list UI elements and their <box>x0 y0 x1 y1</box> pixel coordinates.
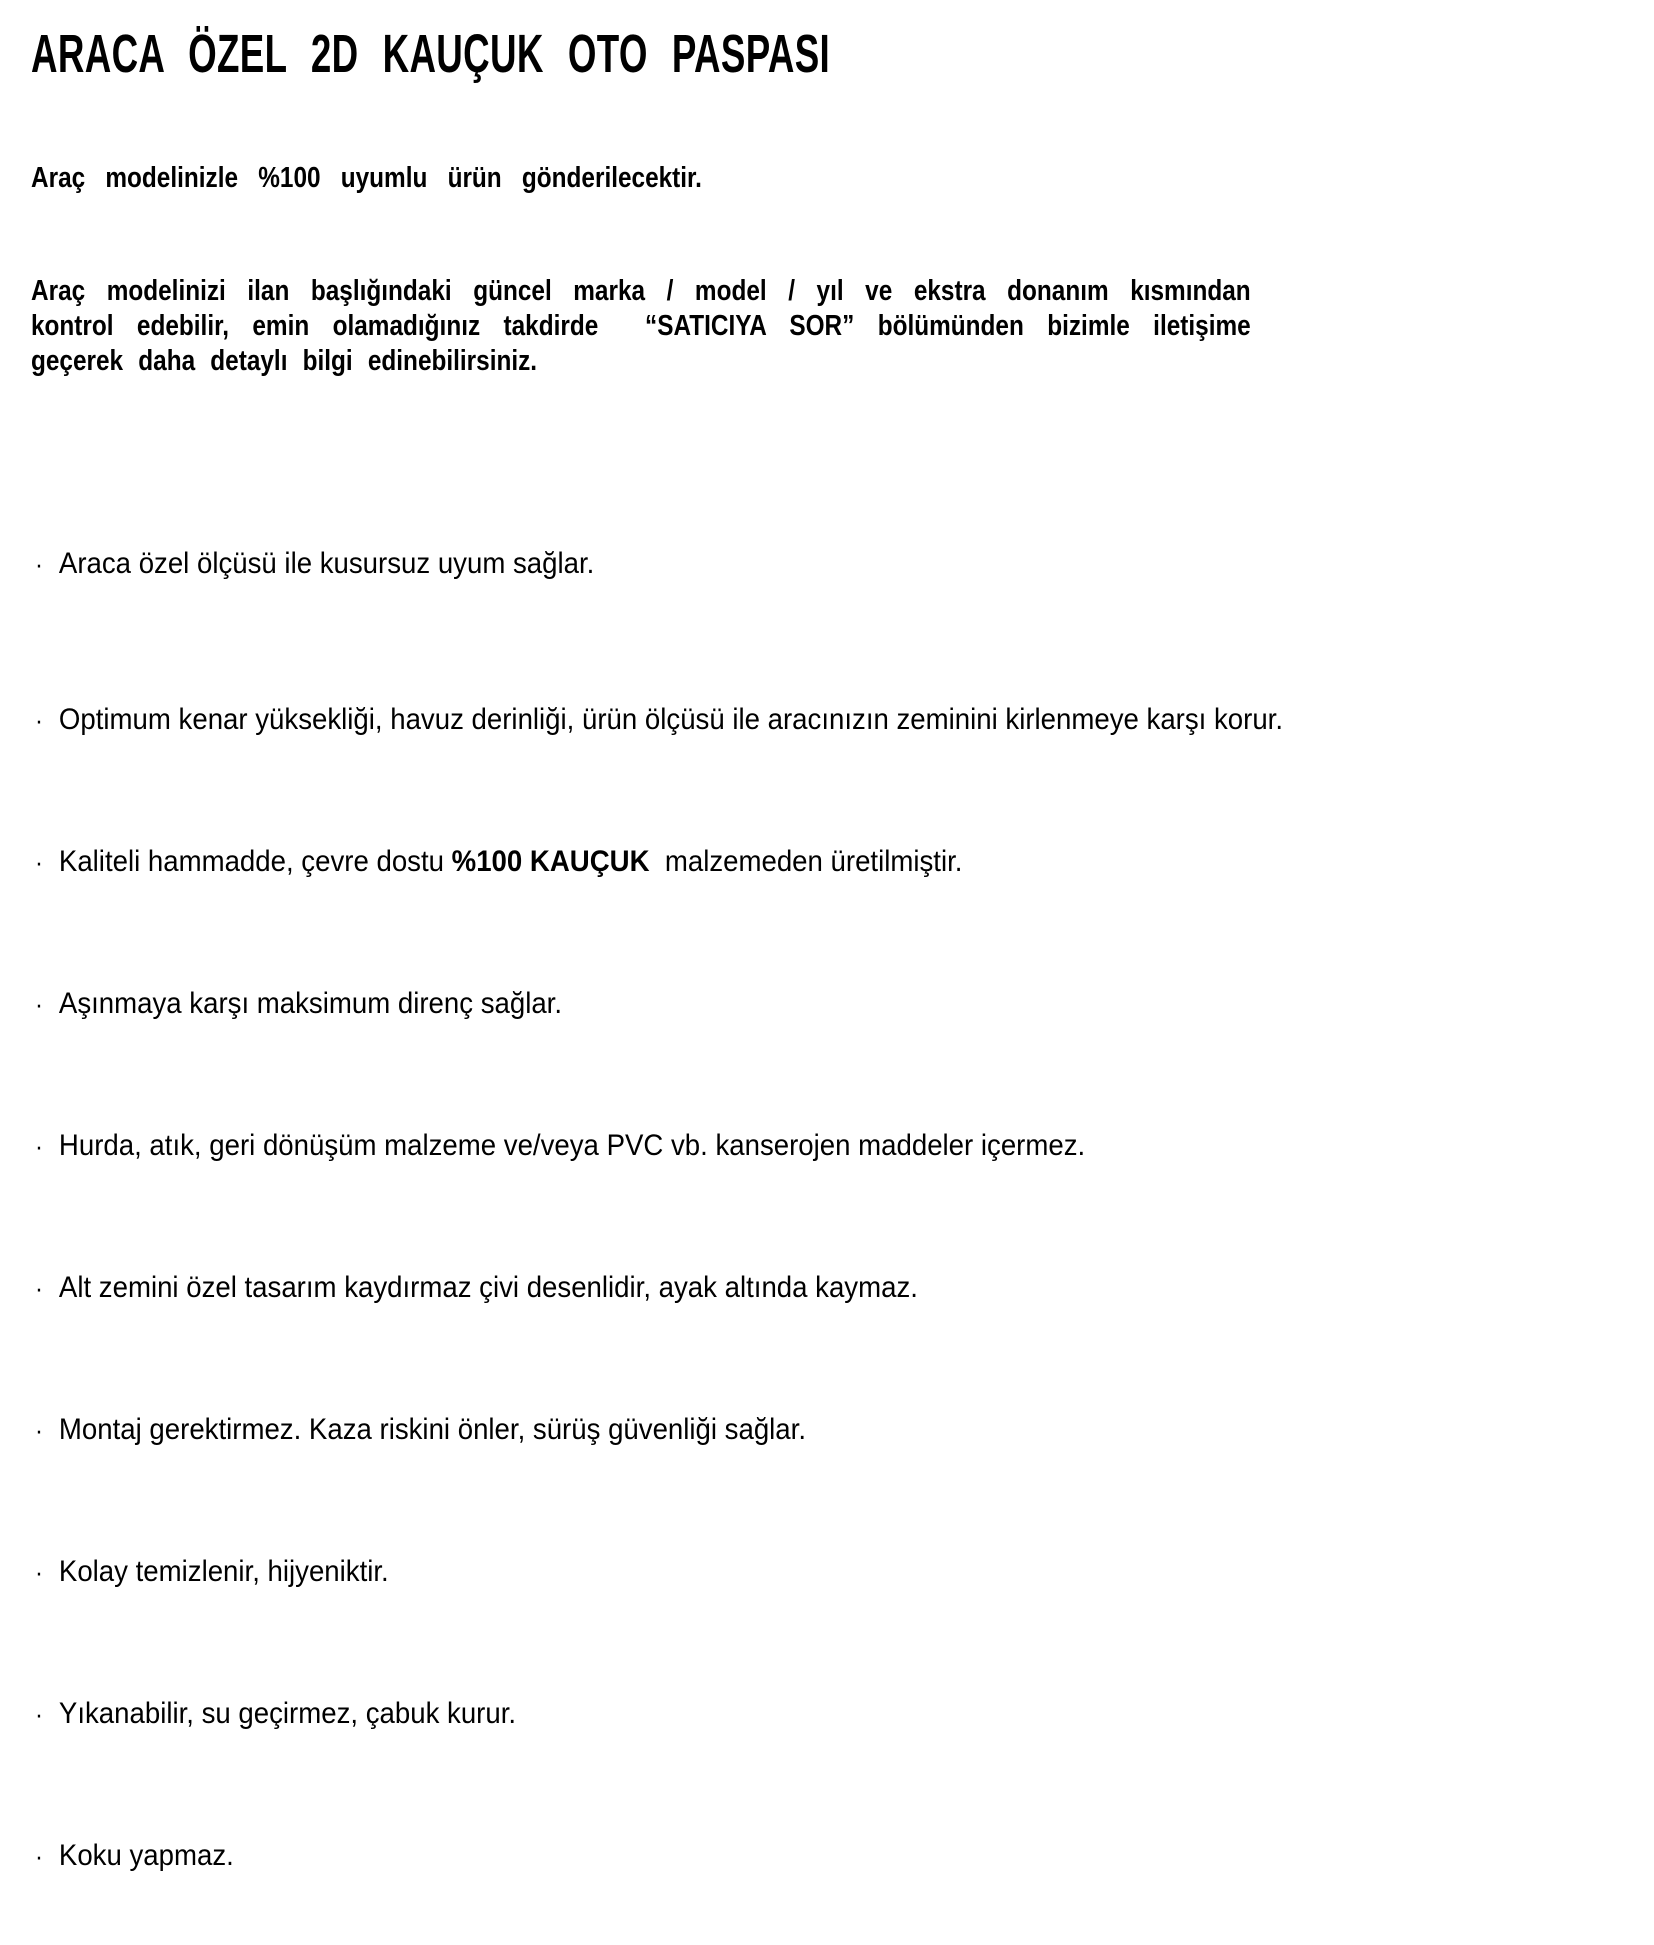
feature-item-material <box>35 843 1488 881</box>
contact-note <box>31 274 1251 379</box>
feature-text-bold: %100 KAUÇUK <box>451 845 650 878</box>
feature-text: Hurda, atık, geri dönüşüm malzeme ve/veya PVC vb. kanserojen maddeler içermez. <box>58 1129 1086 1162</box>
contact-note-line-3: geçerek daha detaylı bilgi edinebilirsiniz. <box>31 345 538 377</box>
bullet-icon: · <box>35 1841 43 1871</box>
feature-text: Alt zemini özel tasarım kaydırmaz çivi desenlidir, ayak altında kaymaz. <box>58 1271 918 1304</box>
bullet-icon: · <box>35 1273 43 1303</box>
feature-text-segment-pre: Kaliteli hammadde, çevre dostu <box>58 845 452 878</box>
feature-text: Optimum kenar yüksekliği, havuz derinliği, ürün ölçüsü ile aracınızın zeminini kirlenmeye karşı korur. <box>58 703 1284 736</box>
bullet-icon: · <box>35 1557 43 1587</box>
bullet-icon: · <box>35 1415 43 1445</box>
bullet-icon: · <box>35 1699 43 1729</box>
feature-text <box>59 843 962 881</box>
bullet-icon: · <box>35 989 43 1019</box>
feature-item-no-toxins <box>35 1127 1488 1165</box>
feature-list <box>31 545 1614 1875</box>
bullet-icon: · <box>35 1131 43 1161</box>
feature-text: Aşınmaya karşı maksimum direnç sağlar. <box>58 987 563 1020</box>
feature-text: Koku yapmaz. <box>58 1839 234 1872</box>
feature-text: Yıkanabilir, su geçirmez, çabuk kurur. <box>58 1697 517 1730</box>
feature-text: Kolay temizlenir, hijyeniktir. <box>58 1555 389 1588</box>
feature-text: Montaj gerektirmez. Kaza riskini önler, sürüş güvenliği sağlar. <box>58 1413 807 1446</box>
feature-item-antislip <box>35 1269 1488 1307</box>
feature-item-hygienic <box>35 1553 1488 1591</box>
feature-text: Araca özel ölçüsü ile kusursuz uyum sağlar. <box>58 547 595 580</box>
feature-item-no-odor <box>35 1837 1488 1875</box>
bullet-icon: · <box>35 705 43 735</box>
feature-item-durability <box>35 985 1488 1023</box>
bullet-icon: · <box>35 847 43 877</box>
feature-item-washable <box>35 1695 1488 1733</box>
feature-item-no-install <box>35 1411 1488 1449</box>
compatibility-note: Araç modelinizle %100 uyumlu ürün gönderilecektir. <box>31 162 702 194</box>
page-title: ARACA ÖZEL 2D KAUÇUK OTO PASPASI <box>31 24 831 84</box>
feature-text-segment-post: malzemeden üretilmiştir. <box>649 845 963 878</box>
bullet-icon: · <box>35 549 43 579</box>
feature-item-fit <box>35 545 1488 583</box>
feature-item-protection <box>35 701 1488 739</box>
contact-note-line-2: kontrol edebilir, emin olamadığınız takdirde “SATICIYA SOR” bölümünden bizimle iletişime <box>31 310 1251 342</box>
contact-note-line-1: Araç modelinizi ilan başlığındaki güncel marka / model / yıl ve ekstra donanım kısmından <box>31 275 1251 307</box>
